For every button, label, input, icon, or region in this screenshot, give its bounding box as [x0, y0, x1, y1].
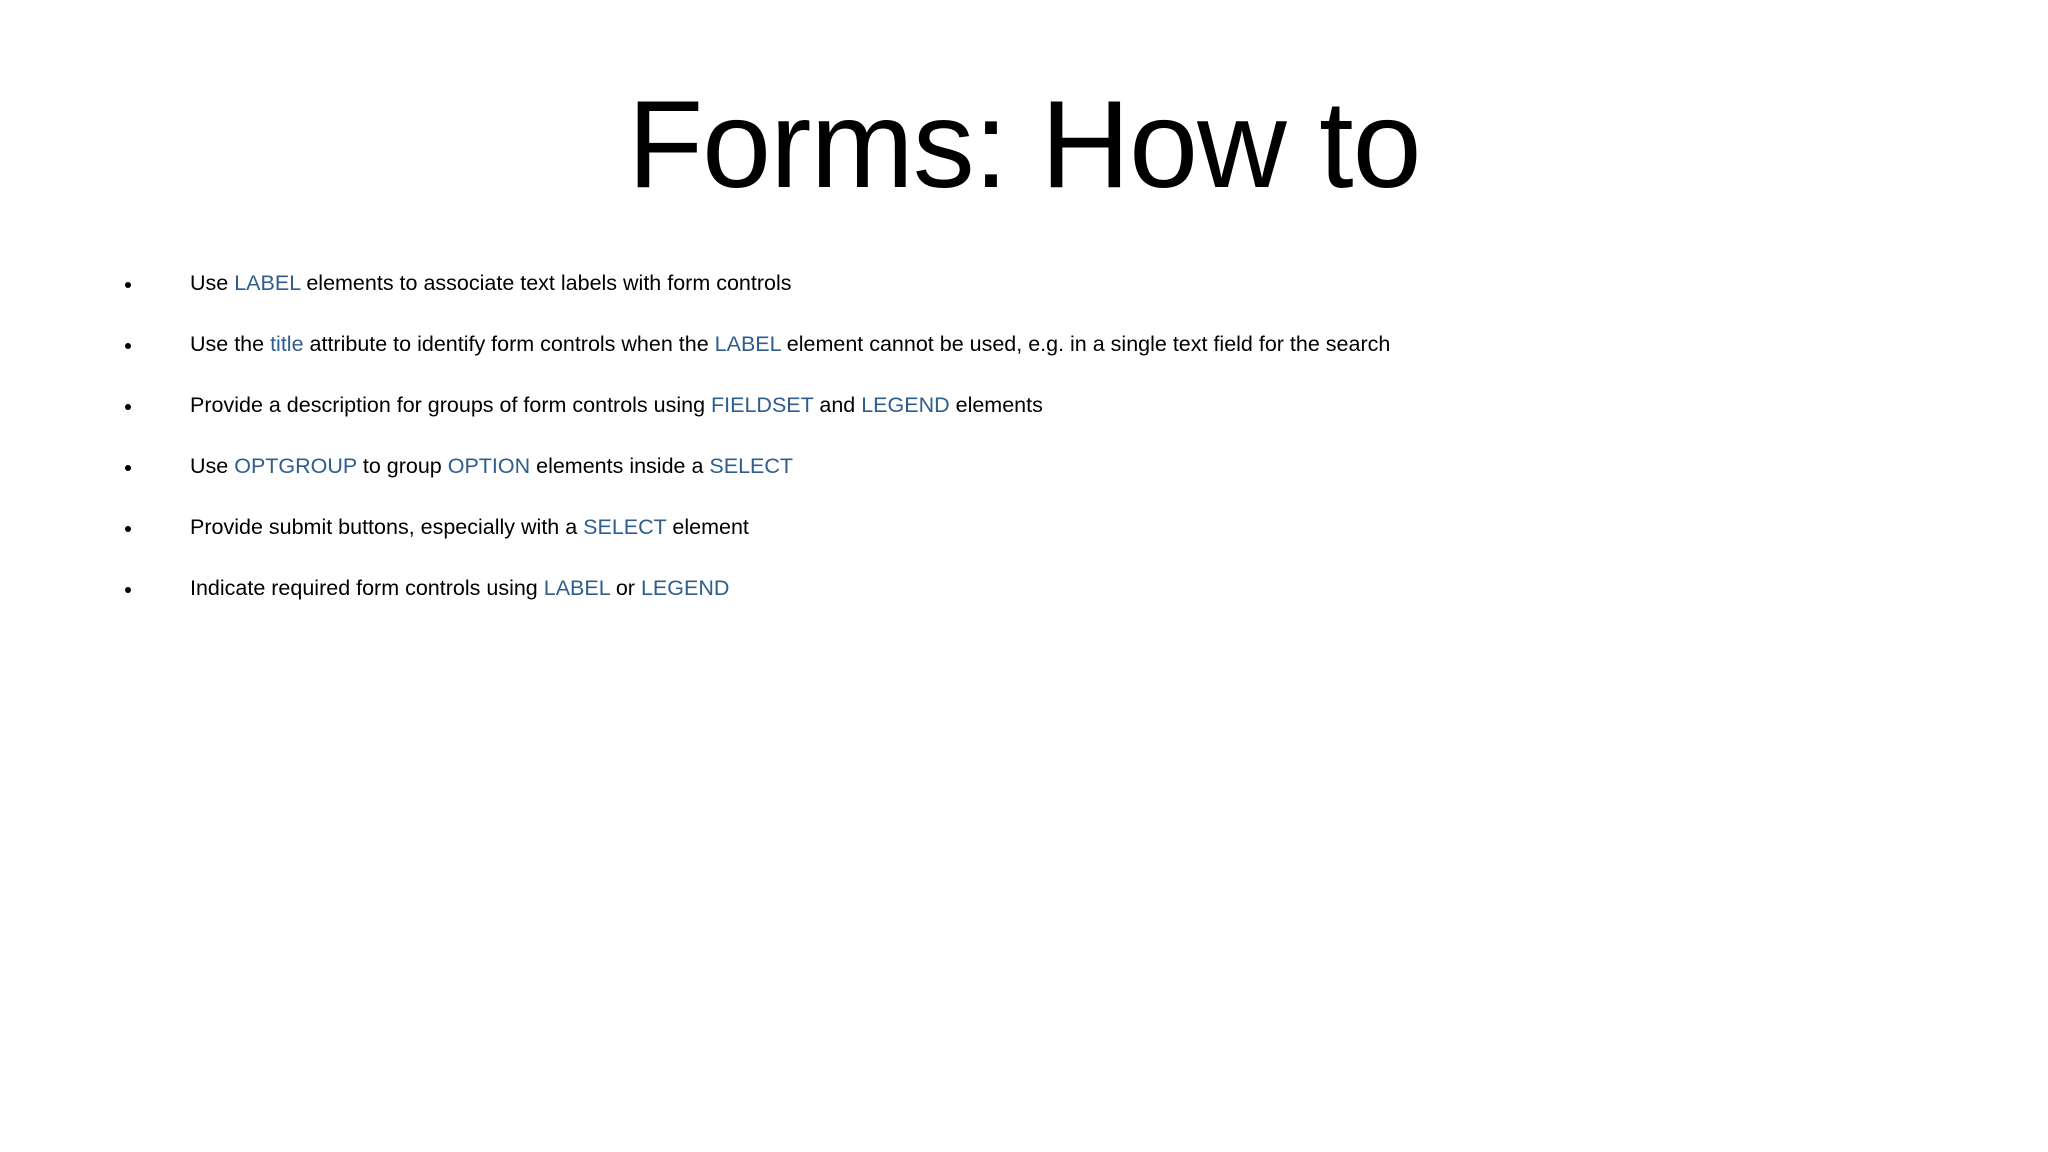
keyword-text: LABEL — [234, 271, 301, 295]
bullet-text — [190, 445, 793, 487]
bullet-dot-icon — [125, 526, 131, 532]
keyword-text: FIELDSET — [711, 393, 814, 417]
bullet-dot-icon — [125, 404, 131, 410]
bullet-text — [190, 384, 1043, 426]
bullet-dot-icon — [125, 343, 131, 349]
keyword-text: SELECT — [709, 454, 794, 478]
keyword-text: OPTION — [447, 454, 531, 478]
keyword-text: LEGEND — [861, 393, 950, 417]
bullet-text — [190, 262, 792, 304]
keyword-text: SELECT — [583, 515, 667, 539]
bullet-dot-icon — [125, 282, 131, 288]
bullet-text — [190, 567, 729, 609]
plain-text: Use the — [190, 332, 271, 356]
bullet-text — [190, 506, 749, 548]
keyword-text: LEGEND — [640, 576, 730, 600]
plain-text: elements to associate text labels with form controls — [300, 271, 792, 295]
plain-text: or — [609, 576, 641, 600]
plain-text: attribute to identify form controls when the — [303, 332, 715, 356]
plain-text: and — [813, 393, 862, 417]
keyword-text: title — [270, 332, 304, 356]
keyword-text: LABEL — [543, 576, 610, 600]
plain-text: to group — [356, 454, 448, 478]
keyword-text: OPTGROUP — [234, 454, 357, 478]
bullet-dot-icon — [125, 465, 131, 471]
plain-text: Provide a description for groups of form controls using — [190, 393, 712, 417]
plain-text: elements inside a — [530, 454, 710, 478]
plain-text: Provide submit buttons, especially with a — [190, 515, 584, 539]
bullet-dot-icon — [125, 587, 131, 593]
plain-text: elements — [949, 393, 1043, 417]
plain-text: Indicate required form controls using — [190, 576, 544, 600]
bullet-text — [190, 323, 1390, 365]
plain-text: Use — [190, 454, 235, 478]
keyword-text: LABEL — [714, 332, 781, 356]
plain-text: element cannot be used, e.g. in a single text field for the search — [780, 332, 1391, 356]
plain-text: element — [666, 515, 749, 539]
slide-title: Forms: How to — [627, 76, 1421, 214]
plain-text: Use — [190, 271, 235, 295]
